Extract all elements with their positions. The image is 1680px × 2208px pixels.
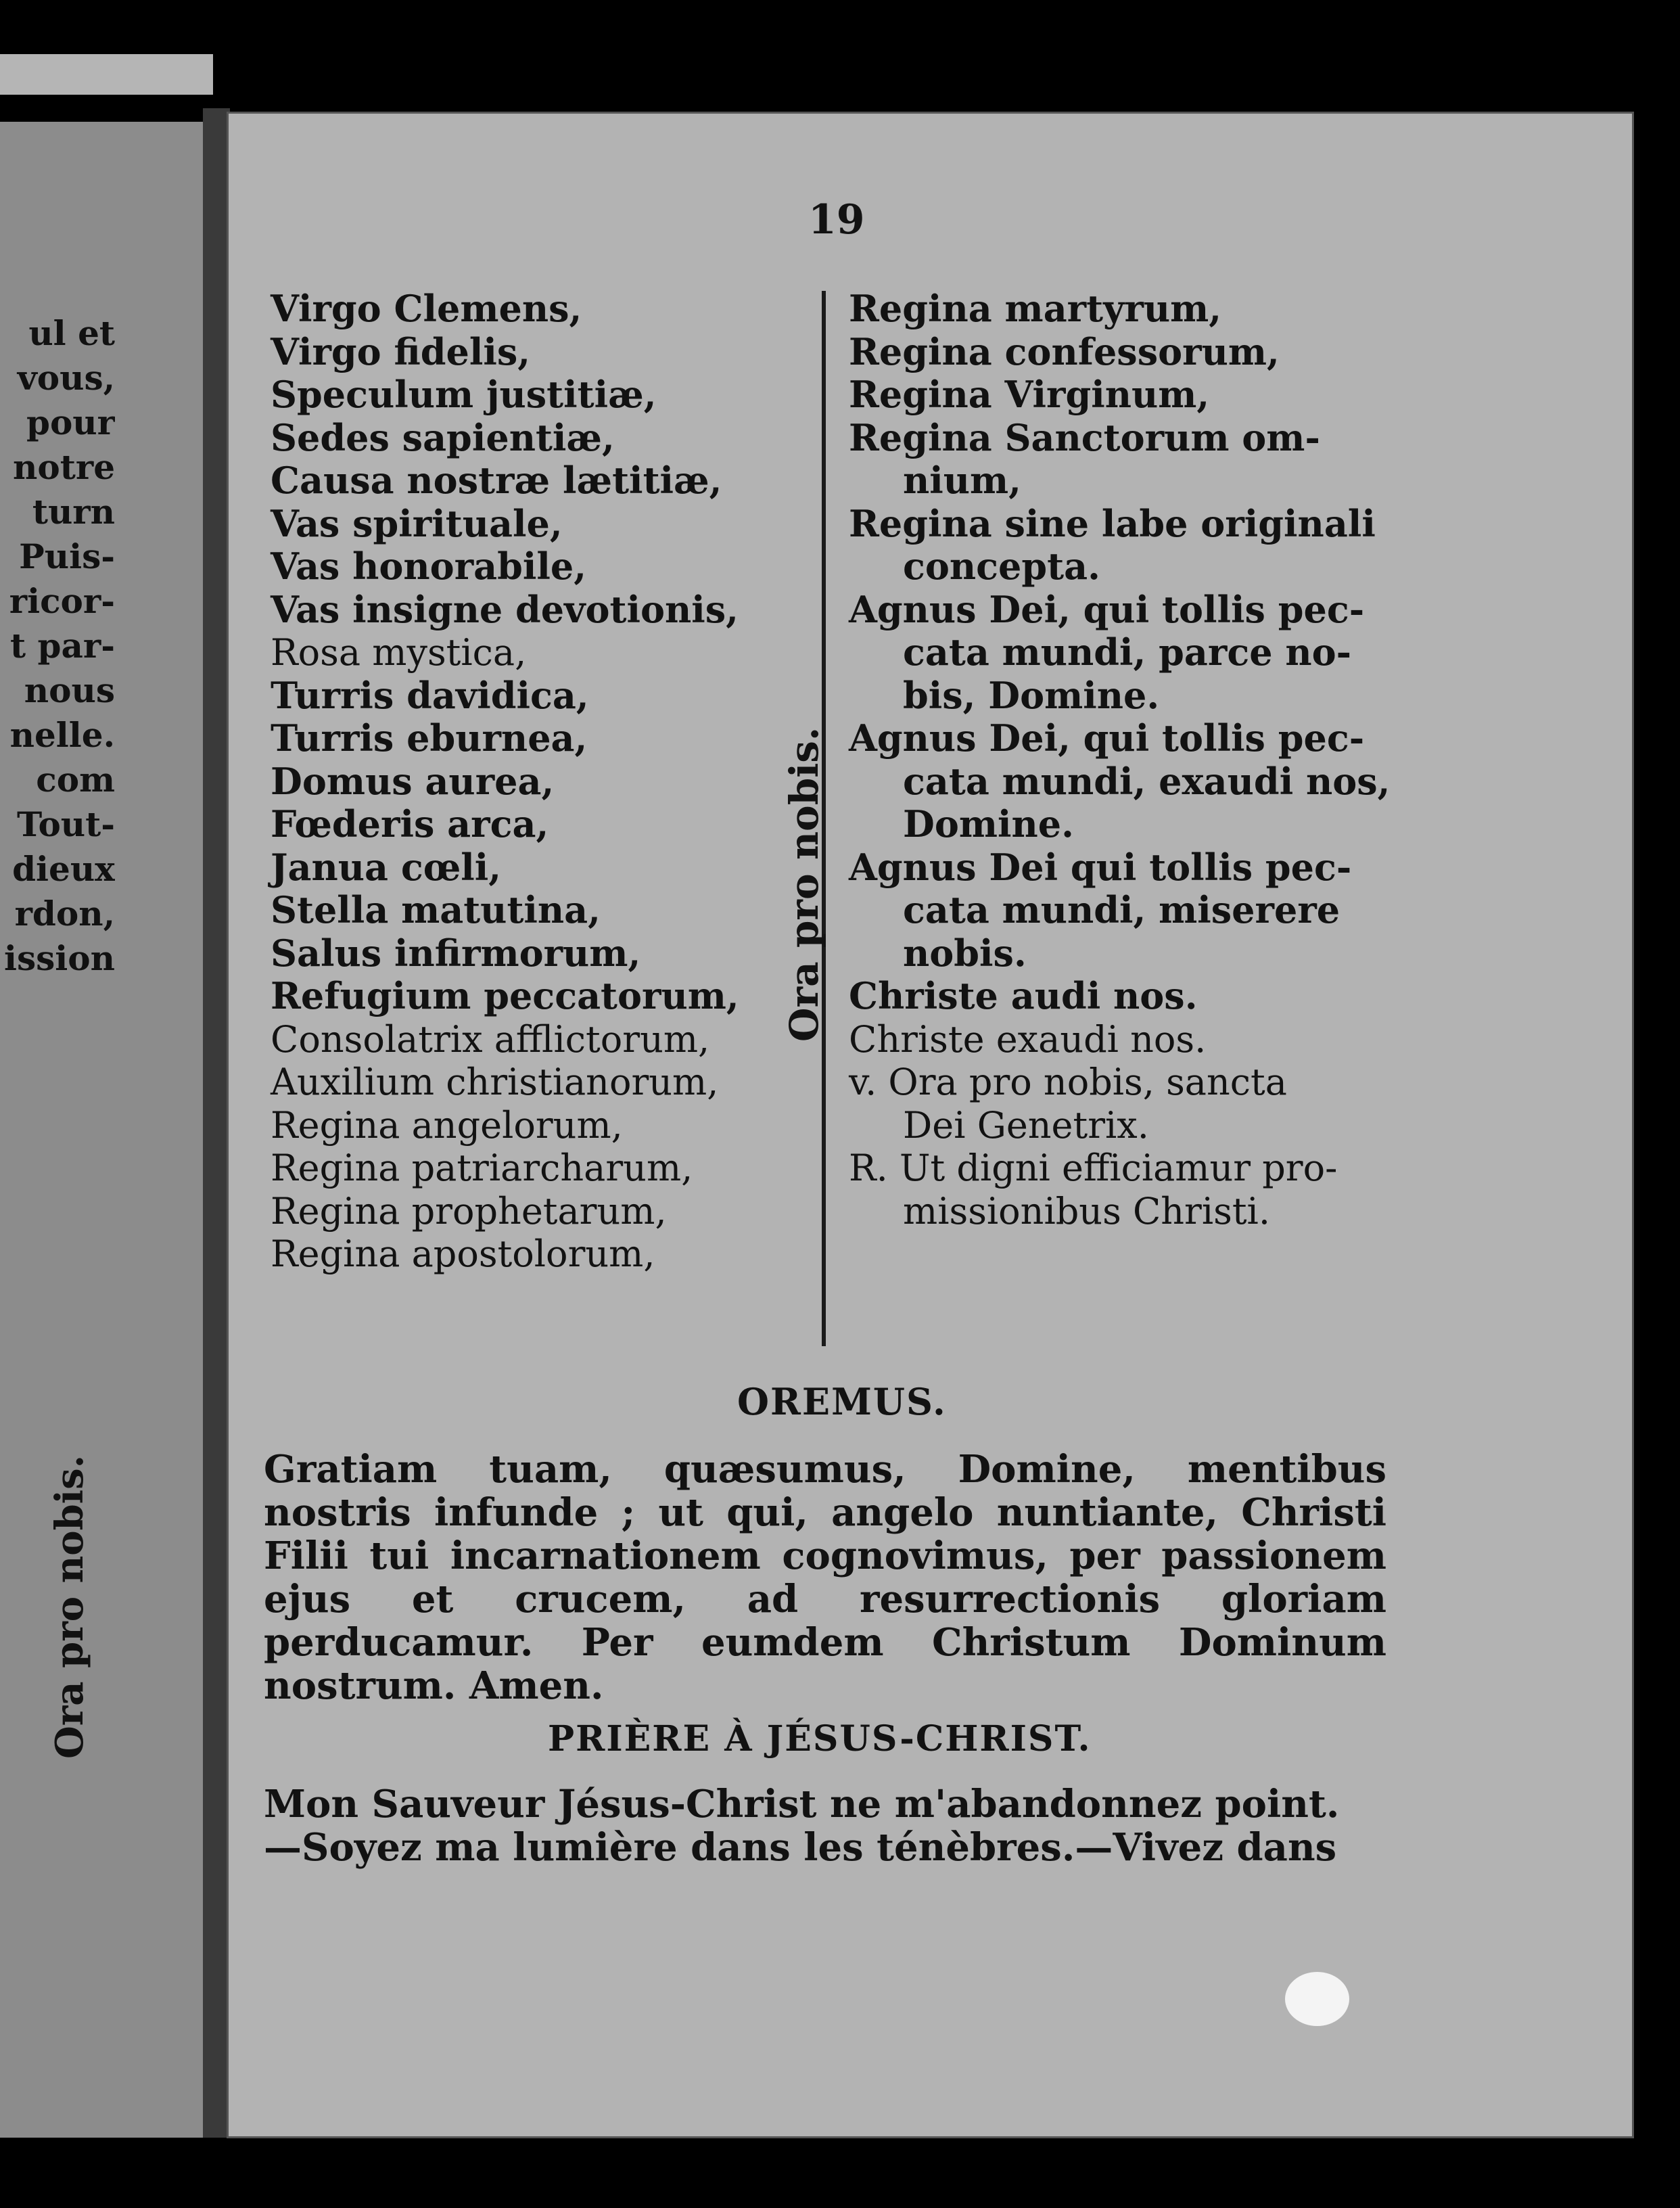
left-page-rotated-text: Ora pro nobis.	[47, 1454, 92, 1759]
prayer-line: Mon Sauveur Jésus-Christ ne m'abandonnez point.	[264, 1782, 1340, 1826]
oremus-heading: OREMUS.	[737, 1380, 947, 1423]
litany-line: Agnus Dei qui tollis pec-	[849, 845, 1352, 889]
litany-line: Christe exaudi nos.	[849, 1017, 1207, 1061]
litany-line: Causa nostræ lætitiæ,	[271, 459, 722, 502]
litany-left-column	[271, 288, 739, 1276]
litany-line: Fœderis arca,	[271, 802, 549, 846]
litany-line: cata mundi, exaudi nos,	[903, 759, 1391, 803]
left-page-fragment: t par-	[10, 626, 115, 666]
ora-pro-nobis-vertical: Ora pro nobis.	[781, 727, 827, 1042]
litany-line: Agnus Dei, qui tollis pec-	[849, 587, 1365, 631]
litany-line: Auxilium christianorum,	[271, 1061, 719, 1103]
litany-line: Turris eburnea,	[271, 716, 588, 760]
litany-line: Refugium peccatorum,	[271, 974, 739, 1017]
litany-line: v. Ora pro nobis, sancta	[849, 1061, 1287, 1103]
book-gutter	[203, 108, 230, 2138]
litany-line: Rosa mystica,	[271, 631, 527, 674]
litany-line: Vas insigne devotionis,	[271, 587, 739, 631]
litany-line: concepta.	[903, 545, 1100, 588]
litany-line: Regina Virginum,	[849, 373, 1210, 416]
left-page-fragment: Puis-	[19, 536, 115, 576]
prayer-line: —Soyez ma lumière dans les ténèbres.—Vivez dans	[264, 1825, 1337, 1870]
litany-line: Stella matutina,	[271, 888, 601, 932]
litany-line: Regina prophetarum,	[271, 1189, 667, 1233]
litany-line: Dei Genetrix.	[903, 1103, 1149, 1147]
litany-line: Virgo Clemens,	[271, 287, 582, 330]
litany-line: Domine.	[903, 802, 1074, 846]
litany-line: Vas honorabile,	[271, 545, 587, 588]
page-number: 19	[808, 196, 865, 244]
oremus-prayer-text: Gratiam tuam, quæsumus, Domine, mentibus nostris infunde ; ut qui, angelo nuntiante, Christi Filii tui incarnationem cognovimus, per passionem ejus et crucem, ad resurrectionis gloriam perducamur. Per eumdem Christum Dominum nostrum. Amen.	[264, 1447, 1386, 1708]
left-page-fragment: pour	[26, 402, 115, 442]
litany-line: cata mundi, parce no-	[903, 630, 1352, 674]
left-page-fragment: ission	[4, 938, 115, 978]
left-page-fragment: ricor-	[9, 581, 115, 621]
litany-line: Consolatrix afflictorum,	[271, 1017, 710, 1061]
litany-line: missionibus Christi.	[903, 1189, 1270, 1233]
left-page-fragment: com	[36, 760, 115, 800]
litany-line: Regina sine labe originali	[849, 501, 1376, 545]
litany-line: Regina martyrum,	[849, 287, 1222, 330]
litany-line: R. Ut digni efficiamur pro-	[849, 1147, 1338, 1189]
litany-line: Christe audi nos.	[849, 974, 1198, 1017]
left-page-text-fragments	[0, 311, 115, 981]
prayer-heading: PRIÈRE À JÉSUS-CHRIST.	[548, 1718, 1092, 1760]
left-page-top-edge	[0, 54, 213, 95]
litany-line: Regina confessorum,	[849, 329, 1280, 373]
left-page-fragment: dieux	[12, 849, 115, 889]
left-page-fragment: notre	[13, 447, 115, 487]
left-page-fragment: turn	[32, 492, 115, 532]
litany-line: Regina patriarcharum,	[271, 1147, 693, 1189]
litany-line: Vas spirituale,	[271, 501, 563, 545]
litany-line: nobis.	[903, 931, 1027, 975]
litany-line: nium,	[903, 459, 1021, 502]
litany-line: bis, Domine.	[903, 673, 1160, 717]
prayer-text	[264, 1782, 1386, 1869]
litany-line: Sedes sapientiæ,	[271, 415, 615, 459]
left-page-fragment: nous	[24, 670, 115, 710]
left-page-fragment: ul et	[28, 313, 115, 353]
litany-line: Regina Sanctorum om-	[849, 415, 1320, 459]
ink-blot	[1285, 1972, 1349, 2026]
left-page-fragment: Tout-	[16, 804, 115, 844]
litany-line: Salus infirmorum,	[271, 931, 641, 975]
litany-line: Regina angelorum,	[271, 1103, 623, 1147]
litany-line: cata mundi, miserere	[903, 888, 1340, 932]
litany-line: Agnus Dei, qui tollis pec-	[849, 716, 1365, 760]
left-page-fragment: vous,	[17, 358, 115, 398]
litany-line: Turris davidica,	[271, 673, 589, 717]
litany-line: Janua cœli,	[271, 845, 502, 889]
litany-line: Virgo fidelis,	[271, 329, 531, 373]
litany-line: Regina apostolorum,	[271, 1233, 655, 1275]
litany-right-column	[849, 288, 1390, 1233]
litany-line: Domus aurea,	[271, 759, 555, 803]
litany-line: Speculum justitiæ,	[271, 373, 657, 416]
left-page-fragment: nelle.	[9, 715, 115, 755]
left-page-fragment: rdon,	[14, 894, 115, 934]
